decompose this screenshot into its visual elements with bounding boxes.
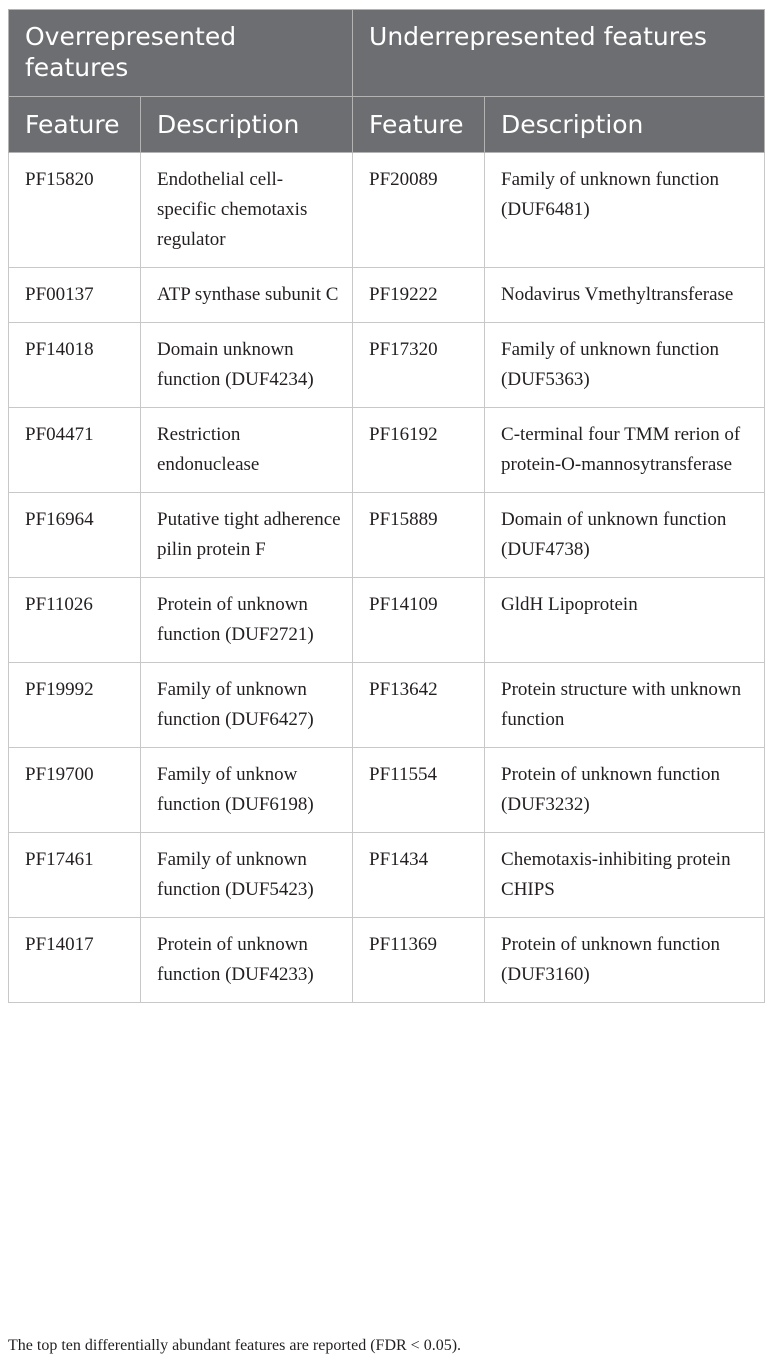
under-feature-cell: PF20089 bbox=[353, 153, 485, 268]
under-feature-cell: PF11554 bbox=[353, 748, 485, 833]
under-description-cell: Family of unknown function (DUF5363) bbox=[485, 323, 765, 408]
table-row bbox=[9, 663, 765, 748]
over-feature-cell: PF19992 bbox=[9, 663, 141, 748]
over-feature-cell: PF00137 bbox=[9, 268, 141, 323]
under-description-cell: Protein of unknown function (DUF3232) bbox=[485, 748, 765, 833]
table-row bbox=[9, 153, 765, 268]
under-description-column-header: Description bbox=[485, 97, 765, 153]
table-row bbox=[9, 918, 765, 1003]
over-feature-cell: PF16964 bbox=[9, 493, 141, 578]
over-description-column-header: Description bbox=[141, 97, 353, 153]
over-description-cell: Protein of unknown function (DUF2721) bbox=[141, 578, 353, 663]
under-feature-cell: PF17320 bbox=[353, 323, 485, 408]
table-body bbox=[9, 153, 765, 1003]
under-description-cell: GldH Lipoprotein bbox=[485, 578, 765, 663]
table-container bbox=[8, 9, 764, 1003]
table-row bbox=[9, 323, 765, 408]
over-feature-cell: PF14017 bbox=[9, 918, 141, 1003]
over-description-cell: Putative tight adherence pilin protein F bbox=[141, 493, 353, 578]
group-header-row bbox=[9, 10, 765, 97]
under-feature-cell: PF11369 bbox=[353, 918, 485, 1003]
under-description-cell: Chemotaxis-inhibiting protein CHIPS bbox=[485, 833, 765, 918]
table-header bbox=[9, 10, 765, 153]
under-description-cell: Protein structure with unknown function bbox=[485, 663, 765, 748]
underrepresented-group-header: Underrepresented features bbox=[353, 10, 765, 97]
over-feature-cell: PF15820 bbox=[9, 153, 141, 268]
table-row bbox=[9, 833, 765, 918]
over-description-cell: Protein of unknown function (DUF4233) bbox=[141, 918, 353, 1003]
under-feature-cell: PF1434 bbox=[353, 833, 485, 918]
table-footnote: The top ten differentially abundant features are reported (FDR < 0.05). bbox=[8, 1337, 462, 1354]
overrepresented-group-header: Overrepresented features bbox=[9, 10, 353, 97]
under-description-cell: C-terminal four TMM rerion of protein-O-mannosytransferase bbox=[485, 408, 765, 493]
over-feature-cell: PF17461 bbox=[9, 833, 141, 918]
under-description-cell: Nodavirus Vmethyltransferase bbox=[485, 268, 765, 323]
table-row bbox=[9, 408, 765, 493]
under-feature-cell: PF19222 bbox=[353, 268, 485, 323]
table-row bbox=[9, 748, 765, 833]
over-feature-cell: PF04471 bbox=[9, 408, 141, 493]
table-row bbox=[9, 493, 765, 578]
under-feature-column-header: Feature bbox=[353, 97, 485, 153]
under-feature-cell: PF14109 bbox=[353, 578, 485, 663]
over-description-cell: Family of unknown function (DUF6427) bbox=[141, 663, 353, 748]
under-description-cell: Domain of unknown function (DUF4738) bbox=[485, 493, 765, 578]
over-feature-cell: PF11026 bbox=[9, 578, 141, 663]
table-row bbox=[9, 578, 765, 663]
under-feature-cell: PF13642 bbox=[353, 663, 485, 748]
over-description-cell: Endothelial cell-specific chemotaxis regulator bbox=[141, 153, 353, 268]
under-feature-cell: PF16192 bbox=[353, 408, 485, 493]
over-feature-cell: PF14018 bbox=[9, 323, 141, 408]
table-row bbox=[9, 268, 765, 323]
over-description-cell: ATP synthase subunit C bbox=[141, 268, 353, 323]
over-description-cell: Family of unknown function (DUF5423) bbox=[141, 833, 353, 918]
under-feature-cell: PF15889 bbox=[353, 493, 485, 578]
under-description-cell: Family of unknown function (DUF6481) bbox=[485, 153, 765, 268]
column-header-row bbox=[9, 97, 765, 153]
over-feature-column-header: Feature bbox=[9, 97, 141, 153]
features-table bbox=[8, 9, 765, 1003]
over-description-cell: Family of unknow function (DUF6198) bbox=[141, 748, 353, 833]
over-description-cell: Domain unknown function (DUF4234) bbox=[141, 323, 353, 408]
under-description-cell: Protein of unknown function (DUF3160) bbox=[485, 918, 765, 1003]
over-description-cell: Restriction endonuclease bbox=[141, 408, 353, 493]
over-feature-cell: PF19700 bbox=[9, 748, 141, 833]
